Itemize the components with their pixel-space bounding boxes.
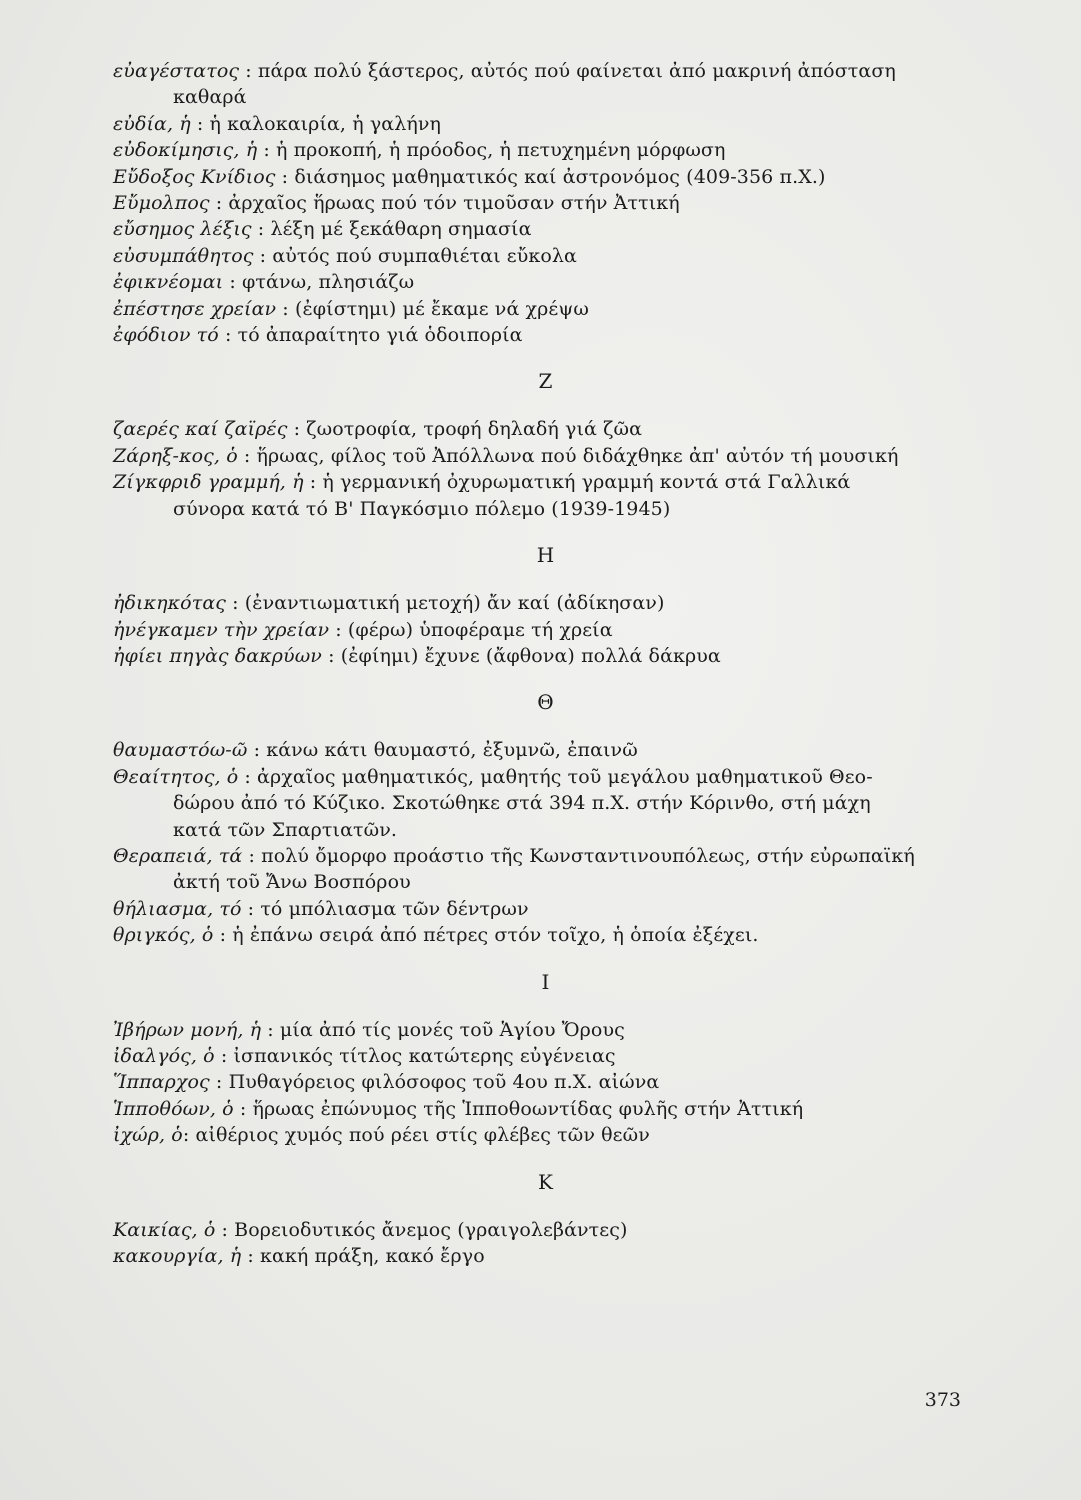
- entry-separator: :: [233, 1097, 253, 1120]
- entry-term: Θεαίτητος, ὁ: [113, 765, 239, 788]
- entry-separator: :: [242, 844, 262, 867]
- entry-definition: πάρα πολύ ξάστερος, αὐτός πού φαίνεται ἀπό μακρινή ἀπόσταση: [257, 60, 896, 82]
- glossary-entry: [113, 190, 978, 216]
- glossary-entry: [113, 643, 978, 669]
- entry-definition: ἀρχαῖος μαθηματικός, μαθητής τοῦ μεγάλου μαθηματικοῦ Θεο-: [257, 765, 873, 788]
- glossary-entry: [113, 1217, 978, 1243]
- entry-term: Εὔμολπος: [113, 192, 210, 215]
- entry-definition: (ἐναντιωματική μετοχή) ἄν καί (ἀδίκησαν): [244, 592, 665, 615]
- entry-definition: τό ἀπαραίτητο γιά ὁδοιπορία: [237, 324, 523, 347]
- glossary-entry: [113, 137, 978, 163]
- entry-term: Καικίας, ὁ: [113, 1218, 216, 1241]
- entry-continuation: ἀκτή τοῦ Ἄνω Βοσπόρου: [173, 871, 411, 894]
- glossary-entry: [113, 1017, 978, 1043]
- entry-definition: κάνω κάτι θαυμαστό, ἐξυμνῶ, ἐπαινῶ: [266, 739, 638, 762]
- entry-separator: :: [239, 60, 258, 82]
- entry-definition: ἰσπανικός τίτλος κατώτερης εὐγένειας: [233, 1044, 616, 1067]
- entry-term: θήλιασμα, τό: [113, 897, 242, 920]
- entry-term: εὐσυμπάθητος: [113, 244, 254, 267]
- entry-definition: ἡ γερμανική ὀχυρωματική γραμμή κοντά στά Γαλλικά: [322, 471, 851, 494]
- entry-separator: :: [214, 1044, 234, 1067]
- entry-definition: κακή πράξη, κακό ἔργο: [260, 1245, 485, 1267]
- entry-definition: τό μπόλιασμα τῶν δέντρων: [260, 897, 529, 920]
- entry-definition: διάσημος μαθηματικός καί ἀστρονόμος (409-356 π.Χ.): [294, 165, 826, 188]
- entry-term: ἠδικηκότας: [113, 592, 226, 615]
- entry-term: εὔσημος λέξις: [113, 218, 252, 241]
- entry-separator: :: [287, 418, 307, 441]
- glossary-entry: [113, 1243, 978, 1269]
- entry-separator: :: [218, 324, 238, 347]
- entry-definition: ζωοτροφία, τροφή δηλαδή γιά ζῶα: [306, 418, 643, 441]
- entry-term: ἐφόδιον τό: [113, 324, 219, 347]
- glossary-entry: [113, 469, 978, 522]
- entry-term: Ἰβήρων μονή, ἡ: [113, 1018, 262, 1041]
- entry-term: Θεραπειά, τά: [113, 844, 243, 867]
- entry-term: εὐδία, ἡ: [113, 112, 191, 135]
- entry-separator: :: [257, 139, 276, 162]
- entry-separator: :: [276, 297, 295, 320]
- glossary-entry: [113, 416, 978, 442]
- entry-separator: :: [213, 924, 233, 947]
- entry-definition: ἡ ἐπάνω σειρά ἀπό πέτρες στόν τοῖχο, ἡ ὁποία ἐξέχει.: [232, 924, 759, 947]
- glossary-entry: [113, 216, 978, 242]
- section-letter: Η: [536, 543, 555, 568]
- glossary-entry: [113, 322, 978, 348]
- entry-separator: :: [182, 1124, 196, 1147]
- entry-definition: Βορειοδυτικός ἄνεμος (γραιγολεβάντες): [234, 1218, 628, 1241]
- entry-separator: :: [275, 165, 295, 188]
- glossary-entry: [113, 617, 978, 643]
- entry-definition: ἥρωας ἐπώνυμος τῆς Ἱπποθοωντίδας φυλῆς στήν Ἀττική: [252, 1097, 804, 1120]
- entry-term: εὐδοκίμησις, ἡ: [113, 139, 258, 162]
- glossary-entry: [113, 164, 978, 190]
- glossary-entry: [113, 243, 978, 269]
- entry-term: ἐφικνέομαι: [113, 271, 224, 294]
- entry-separator: :: [241, 897, 261, 920]
- entry-definition: (φέρω) ὑποφέραμε τή χρεία: [347, 618, 613, 641]
- entry-separator: :: [223, 271, 243, 294]
- entry-definition: ἀρχαῖος ἥρωας πού τόν τιμοῦσαν στήν Ἀττική: [228, 192, 680, 215]
- entry-definition: πολύ ὄμορφο προάστιο τῆς Κωνσταντινουπόλεως, στήν εὐρωπαϊκή: [261, 844, 915, 867]
- glossary-entry: [113, 111, 978, 137]
- section-letter: Θ: [537, 690, 554, 715]
- entry-continuation: κατά τῶν Σπαρτιατῶν.: [173, 818, 397, 841]
- entry-definition: Πυθαγόρειος φιλόσοφος τοῦ 4ου π.Χ. αἰώνα: [228, 1071, 660, 1094]
- entry-definition: ἡ καλοκαιρία, ἡ γαλήνη: [209, 112, 441, 135]
- entry-separator: :: [238, 765, 258, 788]
- entry-term: εὐαγέστατος: [113, 60, 240, 82]
- glossary-entry: [113, 764, 978, 843]
- entry-continuation: καθαρά: [173, 86, 247, 109]
- glossary-entry: [113, 737, 978, 763]
- entry-separator: :: [215, 1218, 235, 1241]
- entry-separator: :: [321, 644, 341, 667]
- glossary-entry: [113, 1122, 978, 1148]
- entry-term: Ζίγκφριδ γραμμή, ἡ: [113, 471, 304, 494]
- glossary-entry: [113, 590, 978, 616]
- glossary-entry: [113, 1043, 978, 1069]
- section-letter: Κ: [538, 1169, 553, 1194]
- entry-separator: :: [226, 592, 245, 615]
- entry-definition: ἡ προκοπή, ἡ πρόοδος, ἡ πετυχημένη μόρφωση: [275, 139, 726, 162]
- glossary-entry: [113, 1069, 978, 1095]
- entry-separator: :: [303, 471, 323, 494]
- glossary-entry: [113, 922, 978, 948]
- entry-term: Ἵππαρχος: [113, 1071, 210, 1094]
- entry-definition: αὐτός πού συμπαθιέται εὔκολα: [272, 244, 577, 267]
- entry-separator: :: [247, 739, 267, 762]
- glossary-entry: [113, 443, 978, 469]
- entry-term: θαυμαστόω-ῶ: [113, 739, 248, 762]
- entry-term: ἰδαλγός, ὁ: [113, 1044, 215, 1067]
- glossary-entry: [113, 269, 978, 295]
- entry-separator: :: [209, 1071, 229, 1094]
- glossary-entry: [113, 896, 978, 922]
- page-number: 373: [924, 1389, 961, 1411]
- entry-term: ἰχώρ, ὁ: [113, 1124, 183, 1147]
- entry-definition: φτάνω, πλησιάζω: [242, 271, 415, 294]
- entry-definition: (ἐφίστημι) μέ ἔκαμε νά χρέψω: [294, 297, 589, 320]
- entry-separator: :: [251, 218, 271, 241]
- entry-separator: :: [190, 112, 210, 135]
- entry-term: κακουργία, ἡ: [113, 1245, 242, 1267]
- glossary-entry: [113, 843, 978, 896]
- glossary-entry: [113, 296, 978, 322]
- entry-separator: :: [329, 618, 348, 641]
- entry-separator: :: [261, 1018, 280, 1041]
- entry-term: Εὔδοξος Κνίδιος: [113, 165, 276, 188]
- entry-term: Ἱπποθόων, ὁ: [113, 1097, 234, 1120]
- entry-definition: ἥρωας, φίλος τοῦ Ἀπόλλωνα πού διδάχθηκε ἀπ' αὐτόν τή μουσική: [256, 444, 899, 467]
- entry-definition: (ἐφίημι) ἔχυνε (ἄφθονα) πολλά δάκρυα: [340, 644, 721, 667]
- entry-separator: :: [209, 192, 229, 215]
- entry-separator: :: [237, 444, 257, 467]
- entry-term: θριγκός, ὁ: [113, 924, 214, 947]
- entry-term: ζαερές καί ζαϊρές: [113, 418, 288, 441]
- entry-definition: μία ἀπό τίς μονές τοῦ Ἁγίου Ὄρους: [279, 1018, 625, 1041]
- entry-separator: :: [241, 1245, 260, 1267]
- entry-definition: λέξη μέ ξεκάθαρη σημασία: [270, 218, 532, 241]
- entry-separator: :: [253, 244, 273, 267]
- section-letter: Ι: [541, 969, 550, 994]
- entry-continuation: σύνορα κατά τό Β' Παγκόσμιο πόλεμο (1939-1945): [173, 497, 671, 520]
- entry-definition: αἰθέριος χυμός πού ρέει στίς φλέβες τῶν θεῶν: [195, 1124, 650, 1147]
- glossary-entry: [113, 1096, 978, 1122]
- entry-term: Ζάρηξ-κος, ὁ: [113, 444, 238, 467]
- glossary-entry: [113, 58, 978, 111]
- entry-term: ἠνέγκαμεν τὴν χρείαν: [113, 618, 330, 641]
- section-letter: Ζ: [538, 369, 553, 394]
- glossary-content: [113, 58, 978, 1269]
- entry-term: ἐπέστησε χρείαν: [113, 297, 277, 320]
- entry-term: ἠφίει πηγὰς δακρύων: [113, 644, 322, 667]
- entry-continuation: δώρου ἀπό τό Κύζικο. Σκοτώθηκε στά 394 π.Χ. στήν Κόρινθο, στή μάχη: [173, 792, 871, 815]
